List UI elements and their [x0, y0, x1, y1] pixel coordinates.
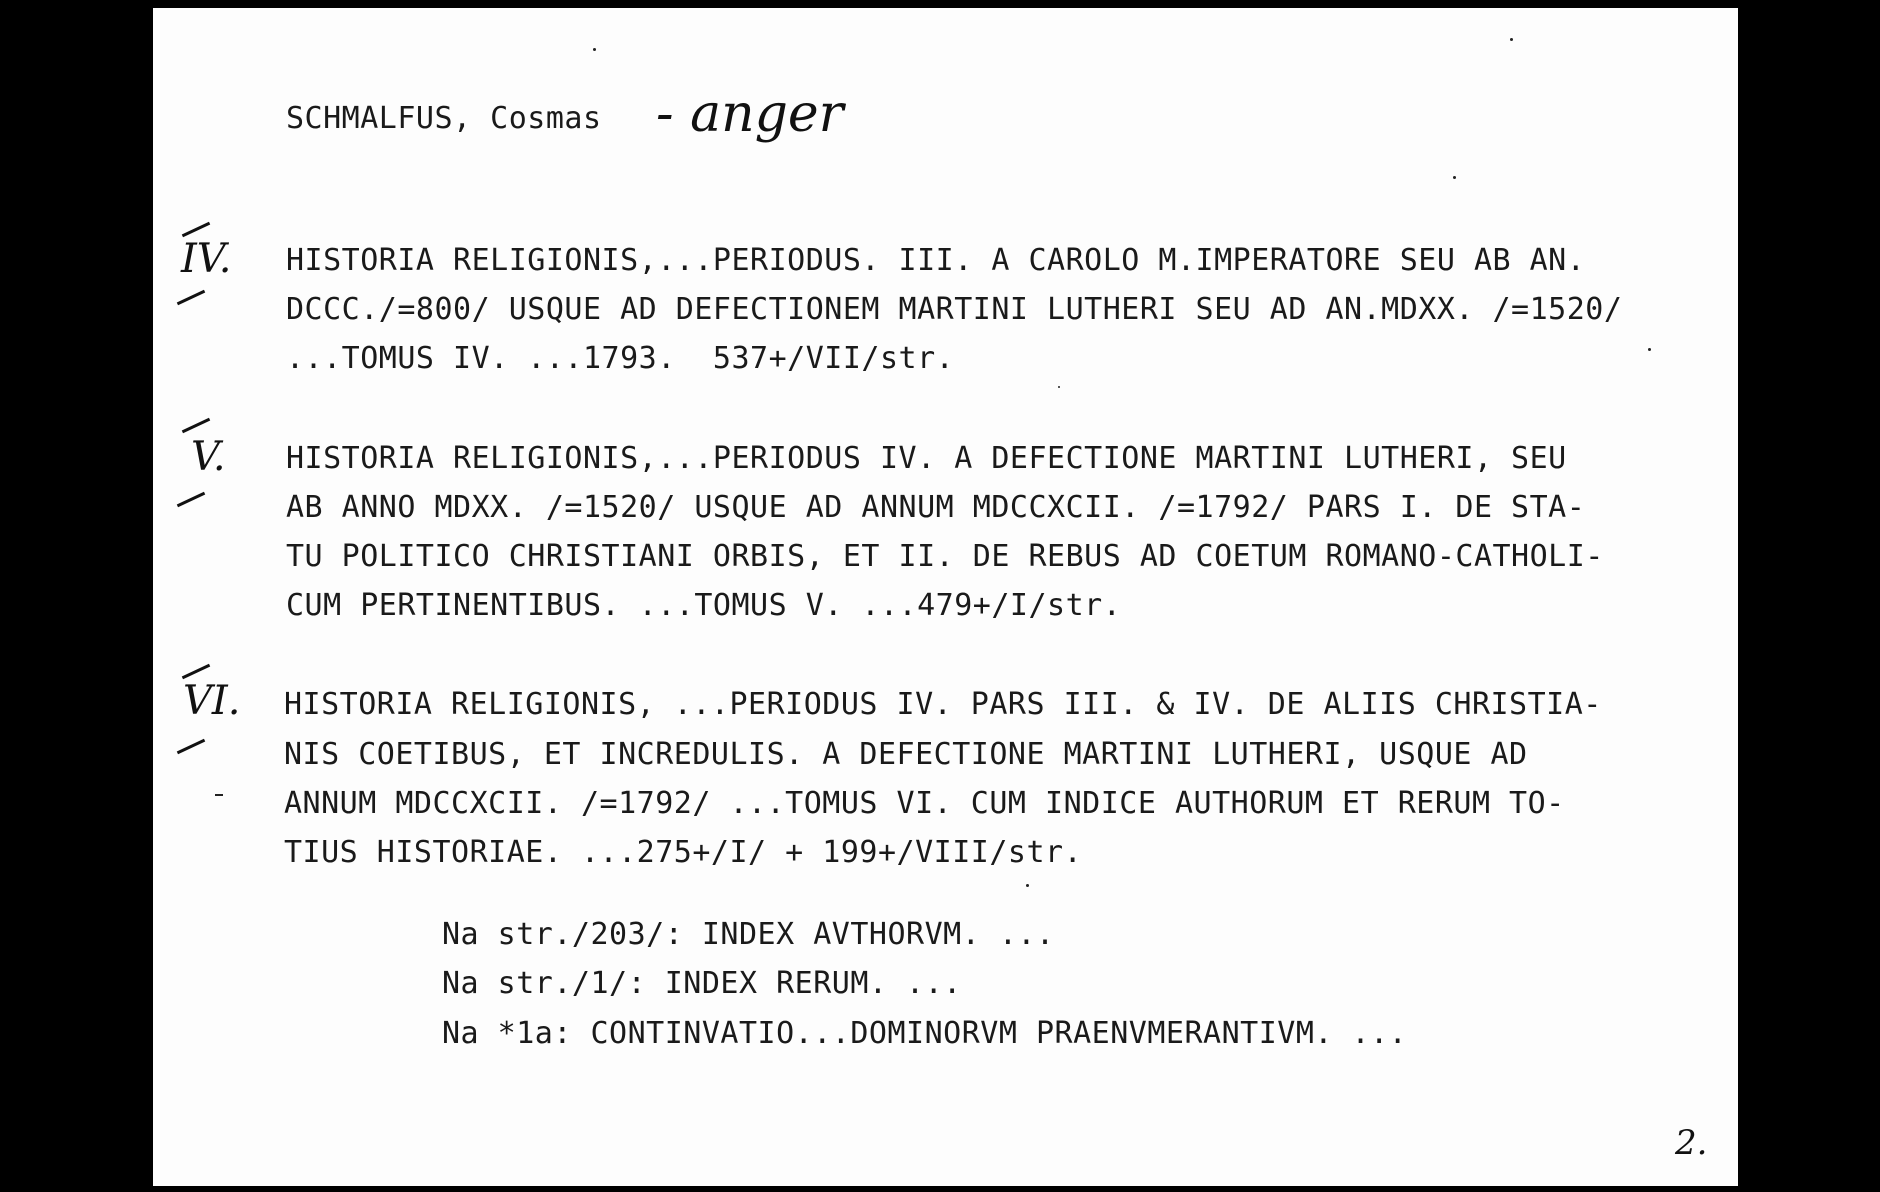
- entry-line: CUM PERTINENTIBUS. ...TOMUS V. ...479+/I/str.: [286, 588, 1122, 623]
- volume-marker-vi: VI.: [183, 678, 241, 724]
- entry-line: ...TOMUS IV. ...1793. 537+/VII/str.: [286, 341, 955, 376]
- marker-tick: [182, 664, 210, 679]
- entry-line: HISTORIA RELIGIONIS,...PERIODUS. III. A CAROLO M.IMPERATORE SEU AB AN.: [286, 243, 1586, 278]
- page-number: 2.: [1675, 1123, 1708, 1163]
- note-line: Na *1a: CONTINVATIO...DOMINORVM PRAENVMERANTIVM. ...: [442, 1016, 1408, 1051]
- scan-speck: [1510, 38, 1513, 41]
- scan-speck: [1648, 348, 1651, 351]
- scan-speck: [1026, 884, 1029, 887]
- entry-line: ANNUM MDCCXCII. /=1792/ ...TOMUS VI. CUM INDICE AUTHORUM ET RERUM TO-: [284, 786, 1565, 821]
- scan-speck: [215, 794, 223, 796]
- volume-marker-iv: IV.: [181, 236, 232, 282]
- scan-speck: [593, 48, 596, 51]
- marker-tick: [177, 290, 205, 305]
- author-heading: SCHMALFUS, Cosmas: [286, 101, 602, 136]
- entry-line: DCCC./=800/ USQUE AD DEFECTIONEM MARTINI LUTHERI SEU AD AN.MDXX. /=1520/: [286, 292, 1623, 327]
- entry-line: HISTORIA RELIGIONIS,...PERIODUS IV. A DEFECTIONE MARTINI LUTHERI, SEU: [286, 441, 1567, 476]
- catalog-card: [153, 8, 1738, 1186]
- volume-marker-v: V.: [191, 434, 226, 480]
- entry-line: NIS COETIBUS, ET INCREDULIS. A DEFECTIONE MARTINI LUTHERI, USQUE AD: [284, 737, 1528, 772]
- marker-tick: [177, 492, 205, 507]
- entry-line: AB ANNO MDXX. /=1520/ USQUE AD ANNUM MDCCXCII. /=1792/ PARS I. DE STA-: [286, 490, 1586, 525]
- note-line: Na str./203/: INDEX AVTHORVM. ...: [442, 917, 1055, 952]
- marker-tick: [182, 418, 210, 433]
- entry-line: TIUS HISTORIAE. ...275+/I/ + 199+/VIII/str.: [284, 835, 1083, 870]
- handwritten-annotation: - anger: [656, 84, 844, 144]
- marker-tick: [177, 739, 205, 754]
- entry-line: HISTORIA RELIGIONIS, ...PERIODUS IV. PARS III. & IV. DE ALIIS CHRISTIA-: [284, 687, 1602, 722]
- scan-speck: [1453, 176, 1456, 179]
- entry-line: TU POLITICO CHRISTIANI ORBIS, ET II. DE REBUS AD COETUM ROMANO-CATHOLI-: [286, 539, 1604, 574]
- marker-tick: [182, 222, 210, 237]
- note-line: Na str./1/: INDEX RERUM. ...: [442, 966, 962, 1001]
- scan-speck: [1058, 386, 1060, 388]
